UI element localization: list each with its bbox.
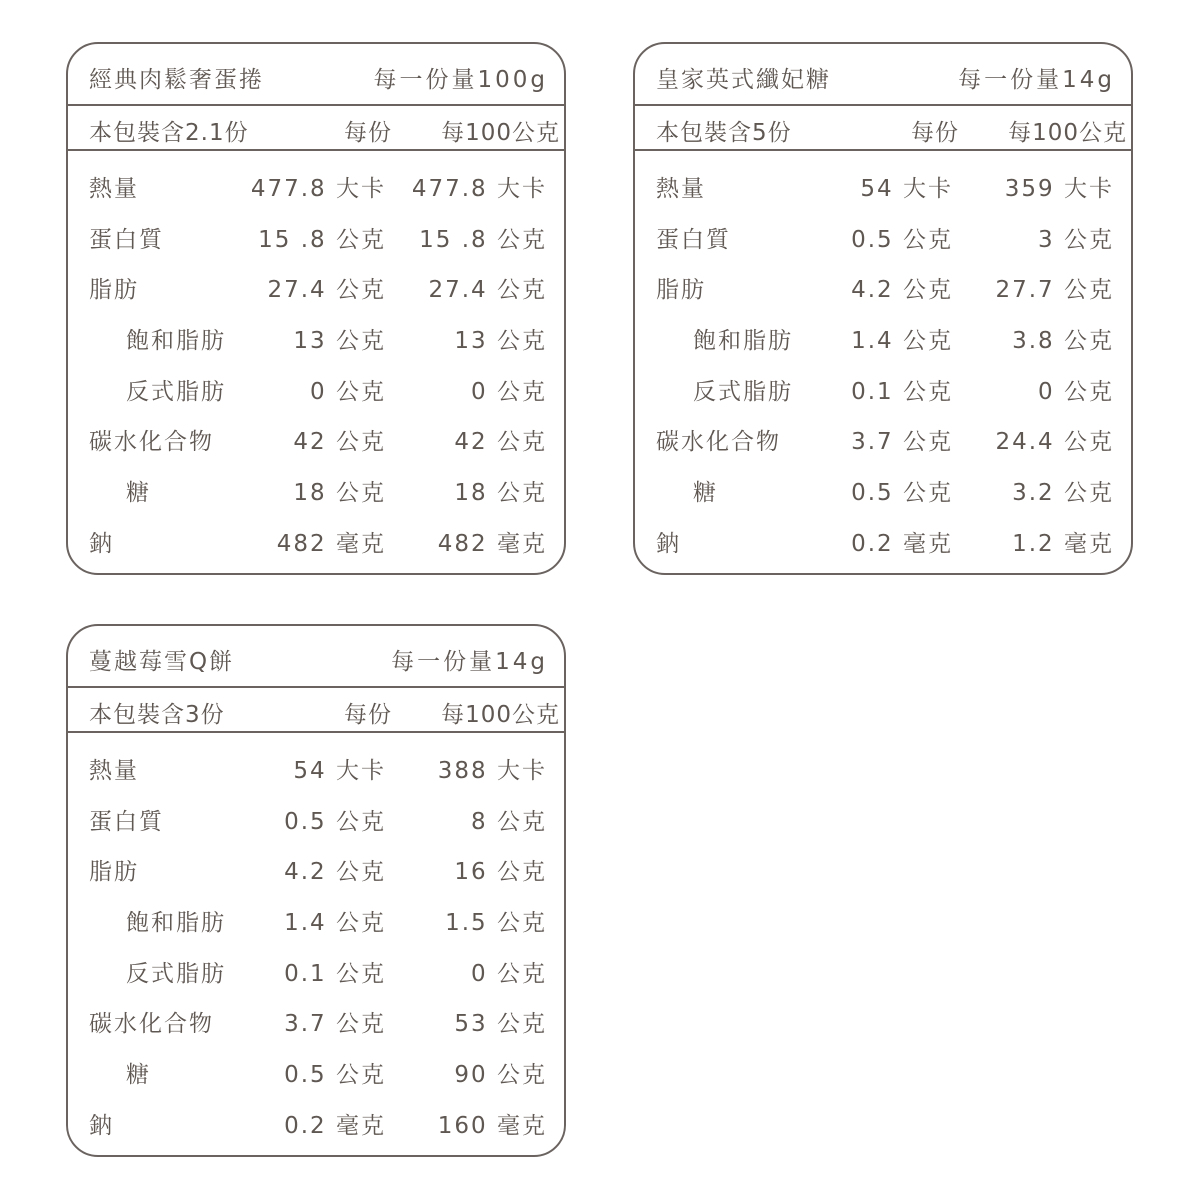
nutrition-label-egg-roll (66, 42, 566, 575)
nutrient-label: 脂肪 (89, 277, 139, 304)
serving-size: 每一份量14g (958, 67, 1115, 93)
nutrient-row-saturated-fat (635, 316, 1131, 367)
per-100g-value: 8 公克 (471, 808, 547, 835)
nutrient-row-energy (68, 164, 564, 215)
nutrient-row-saturated-fat (68, 898, 564, 949)
nutrient-label: 蛋白質 (89, 808, 164, 835)
product-title: 經典肉鬆奢蛋捲 (89, 67, 264, 93)
per-100g-value: 388 大卡 (437, 758, 547, 784)
nutrient-rows (68, 164, 564, 570)
nutrient-row-energy (68, 746, 564, 797)
nutrient-label: 糖 (126, 1062, 151, 1089)
per-100g-value: 16 公克 (454, 859, 547, 886)
label-header (68, 626, 564, 688)
per-100g-value: 13 公克 (454, 328, 547, 355)
per-serving-value: 4.2 公克 (284, 859, 386, 886)
per-100g-value: 160 毫克 (437, 1112, 547, 1139)
per-serving-value: 3.7 公克 (284, 1011, 386, 1038)
nutrient-row-sodium (68, 519, 564, 570)
nutrient-row-fat (68, 265, 564, 316)
nutrient-label: 熱量 (656, 176, 706, 202)
nutrient-row-sodium (68, 1101, 564, 1152)
per-100g-value: 359 大卡 (1004, 176, 1114, 202)
nutrient-row-protein (68, 797, 564, 848)
per-serving-value: 4.2 公克 (851, 277, 953, 304)
per-serving-value: 0.5 公克 (851, 226, 953, 253)
label-header (635, 44, 1131, 106)
per-serving-value: 3.7 公克 (851, 429, 953, 456)
per-100g-value: 15 .8 公克 (419, 226, 547, 253)
nutrient-label: 碳水化合物 (656, 429, 781, 456)
per-100g-value: 0 公克 (1038, 378, 1114, 405)
per-serving-value: 0.2 毫克 (851, 530, 953, 557)
nutrition-label-cranberry-snowflake (66, 624, 566, 1157)
nutrient-row-trans-fat (635, 367, 1131, 418)
per-100g-value: 0 公克 (471, 960, 547, 987)
nutrient-label: 碳水化合物 (89, 1011, 214, 1038)
per-100g-header: 每100公克 (1008, 120, 1127, 146)
nutrient-row-protein (68, 215, 564, 266)
per-serving-header: 每份 (911, 120, 959, 146)
per-100g-value: 3.8 公克 (1012, 328, 1114, 355)
per-100g-value: 24.4 公克 (995, 429, 1114, 456)
nutrient-row-carbohydrate (68, 417, 564, 468)
per-100g-value: 3.2 公克 (1012, 480, 1114, 507)
per-100g-value: 3 公克 (1038, 226, 1114, 253)
nutrient-rows (68, 746, 564, 1152)
nutrition-label-toffee (633, 42, 1133, 575)
per-serving-value: 0.5 公克 (284, 1062, 386, 1089)
nutrient-label: 蛋白質 (656, 226, 731, 253)
servings-per-package: 本包裝含3份 (89, 702, 225, 728)
per-100g-value: 27.4 公克 (428, 277, 547, 304)
nutrient-label: 反式脂肪 (126, 378, 226, 405)
nutrient-row-sugar (68, 468, 564, 519)
per-serving-value: 15 .8 公克 (258, 226, 386, 253)
per-serving-value: 0 公克 (310, 378, 386, 405)
nutrient-row-protein (635, 215, 1131, 266)
product-title: 皇家英式纖妃糖 (656, 67, 831, 93)
per-serving-value: 27.4 公克 (267, 277, 386, 304)
nutrient-label: 蛋白質 (89, 226, 164, 253)
per-100g-value: 42 公克 (454, 429, 547, 456)
per-serving-value: 42 公克 (293, 429, 386, 456)
per-serving-value: 0.2 毫克 (284, 1112, 386, 1139)
per-serving-header: 每份 (344, 120, 392, 146)
nutrient-label: 脂肪 (89, 859, 139, 886)
nutrient-row-energy (635, 164, 1131, 215)
nutrient-row-carbohydrate (68, 999, 564, 1050)
nutrient-row-fat (68, 847, 564, 898)
per-100g-value: 90 公克 (454, 1062, 547, 1089)
nutrient-label: 鈉 (656, 530, 681, 557)
nutrient-label: 熱量 (89, 176, 139, 202)
per-serving-value: 0.1 公克 (851, 378, 953, 405)
nutrient-label: 熱量 (89, 758, 139, 784)
per-100g-value: 1.5 公克 (445, 910, 547, 937)
nutrient-rows (635, 164, 1131, 570)
per-serving-value: 13 公克 (293, 328, 386, 355)
nutrient-label: 碳水化合物 (89, 429, 214, 456)
product-title: 蔓越莓雪Q餅 (89, 649, 235, 675)
per-100g-value: 27.7 公克 (995, 277, 1114, 304)
nutrient-label: 飽和脂肪 (693, 328, 793, 355)
nutrient-row-saturated-fat (68, 316, 564, 367)
per-100g-header: 每100公克 (441, 702, 560, 728)
servings-per-package: 本包裝含2.1份 (89, 120, 249, 146)
per-serving-value: 18 公克 (293, 480, 386, 507)
nutrient-row-sugar (68, 1050, 564, 1101)
serving-size: 每一份量100g (373, 67, 548, 93)
nutrient-label: 糖 (693, 480, 718, 507)
per-100g-value: 53 公克 (454, 1011, 547, 1038)
per-serving-value: 1.4 公克 (284, 910, 386, 937)
nutrient-row-carbohydrate (635, 417, 1131, 468)
per-100g-value: 0 公克 (471, 378, 547, 405)
nutrient-label: 反式脂肪 (693, 378, 793, 405)
per-serving-value: 1.4 公克 (851, 328, 953, 355)
nutrient-row-fat (635, 265, 1131, 316)
nutrient-label: 反式脂肪 (126, 960, 226, 987)
per-serving-value: 0.5 公克 (851, 480, 953, 507)
label-header (68, 44, 564, 106)
per-100g-value: 477.8 大卡 (411, 176, 547, 202)
nutrient-row-trans-fat (68, 367, 564, 418)
nutrient-row-sodium (635, 519, 1131, 570)
nutrient-row-trans-fat (68, 949, 564, 1000)
nutrient-label: 糖 (126, 480, 151, 507)
nutrient-label: 鈉 (89, 530, 114, 557)
column-header (68, 688, 564, 733)
column-header (68, 106, 564, 151)
nutrient-label: 鈉 (89, 1112, 114, 1139)
serving-size: 每一份量14g (391, 649, 548, 675)
per-serving-value: 0.1 公克 (284, 960, 386, 987)
column-header (635, 106, 1131, 151)
per-100g-value: 18 公克 (454, 480, 547, 507)
servings-per-package: 本包裝含5份 (656, 120, 792, 146)
per-100g-value: 1.2 毫克 (1012, 530, 1114, 557)
per-100g-value: 482 毫克 (437, 530, 547, 557)
per-serving-value: 477.8 大卡 (250, 176, 386, 202)
per-serving-value: 0.5 公克 (284, 808, 386, 835)
per-serving-value: 482 毫克 (276, 530, 386, 557)
per-serving-header: 每份 (344, 702, 392, 728)
nutrient-label: 飽和脂肪 (126, 328, 226, 355)
per-serving-value: 54 大卡 (293, 758, 386, 784)
per-serving-value: 54 大卡 (860, 176, 953, 202)
nutrient-row-sugar (635, 468, 1131, 519)
nutrient-label: 脂肪 (656, 277, 706, 304)
nutrient-label: 飽和脂肪 (126, 910, 226, 937)
per-100g-header: 每100公克 (441, 120, 560, 146)
